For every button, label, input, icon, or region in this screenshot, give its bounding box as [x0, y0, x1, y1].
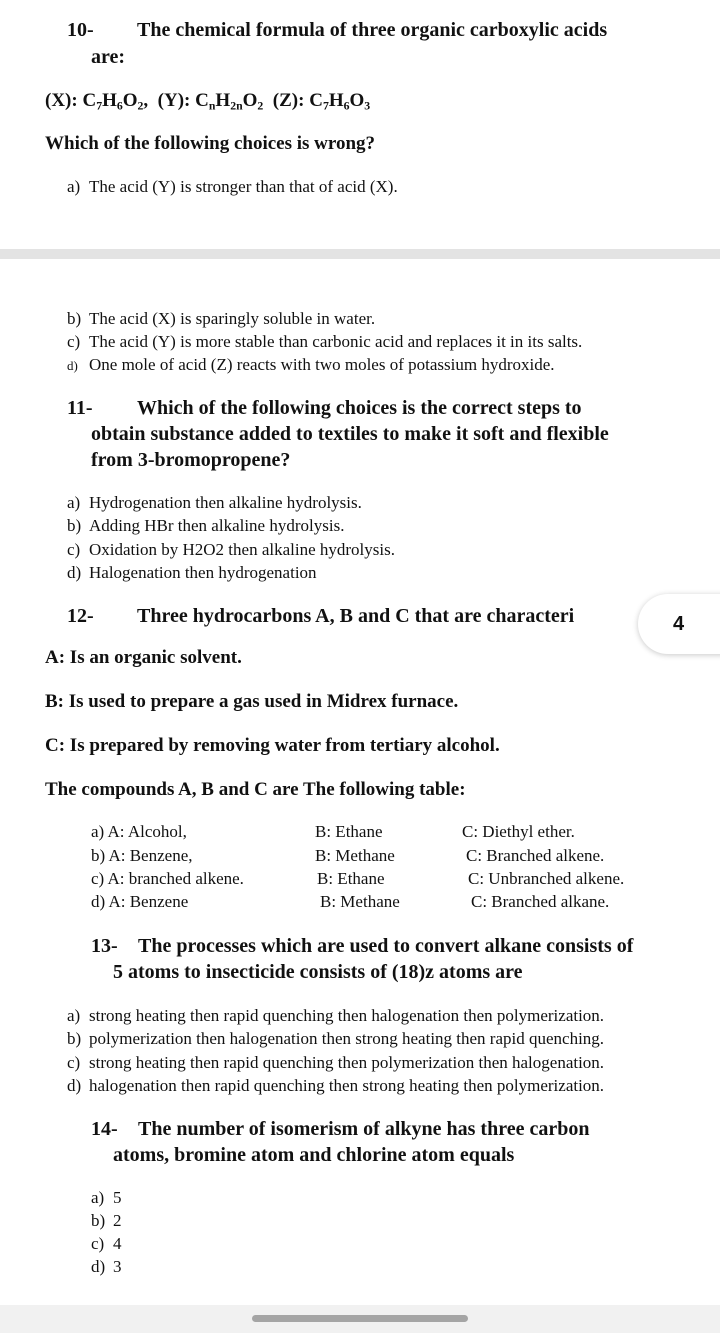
q14-option-c[interactable]: c) 4: [91, 1234, 122, 1253]
q13-number: 13-: [91, 935, 118, 957]
q14-option-d[interactable]: d) 3: [91, 1257, 122, 1276]
q11-option-c[interactable]: c) Oxidation by H2O2 then alkaline hydrolysis.: [67, 540, 395, 559]
q12-b-line: B: Is used to prepare a gas used in Midrex furnace.: [45, 691, 459, 712]
q14-option-b[interactable]: b) 2: [91, 1211, 122, 1230]
page-divider: [0, 249, 720, 259]
q12-c-line: C: Is prepared by removing water from tertiary alcohol.: [45, 735, 500, 756]
q12-option-b-col2: B: Methane: [315, 846, 395, 865]
q12-a-line: A: Is an organic solvent.: [45, 647, 242, 668]
q12-option-c-col2: B: Ethane: [317, 869, 385, 888]
home-indicator[interactable]: [252, 1315, 468, 1322]
q11-line2: obtain substance added to textiles to make it soft and flexible: [91, 423, 609, 445]
q10-heading: [67, 17, 607, 43]
q12-option-d-col3: C: Branched alkane.: [471, 892, 610, 911]
q12-option-a-col1[interactable]: a) A: Alcohol,: [91, 822, 187, 841]
q13-option-c[interactable]: c) strong heating then rapid quenching then polymerization then halogenation.: [67, 1053, 605, 1072]
q10-option-a[interactable]: a) The acid (Y) is stronger than that of acid (X).: [67, 177, 398, 196]
q14-line2: atoms, bromine atom and chlorine atom equals: [113, 1144, 515, 1166]
q12-option-b-col1[interactable]: b) A: Benzene,: [91, 846, 193, 865]
q13-line2: 5 atoms to insecticide consists of (18)z atoms are: [113, 961, 523, 983]
q13-option-a[interactable]: a) strong heating then rapid quenching then halogenation then polymerization.: [67, 1006, 605, 1025]
q10-option-c[interactable]: c) The acid (Y) is more stable than carbonic acid and replaces it in its salts.: [67, 332, 583, 351]
q10-number: 10-: [67, 19, 94, 41]
q11-line3: from 3-bromopropene?: [91, 449, 291, 471]
q13-option-b[interactable]: b) polymerization then halogenation then strong heating then rapid quenching.: [67, 1029, 605, 1048]
q11-number: 11-: [67, 397, 93, 419]
q10-text-line2: are:: [91, 46, 126, 68]
q10-text-line1: The chemical formula of three organic carboxylic acids: [137, 19, 608, 41]
q10-prompt: Which of the following choices is wrong?: [45, 133, 376, 154]
q12-option-b-col3: C: Branched alkene.: [466, 846, 605, 865]
q11-option-b[interactable]: b) Adding HBr then alkaline hydrolysis.: [67, 516, 345, 535]
q11-option-d[interactable]: d) Halogenation then hydrogenation: [67, 563, 317, 582]
q12-table-intro: The compounds A, B and C are The following table:: [45, 779, 466, 800]
q13-heading: 13- The processes which are used to convert alkane consists of: [91, 935, 634, 957]
q11-option-a[interactable]: a) Hydrogenation then alkaline hydrolysis.: [67, 493, 362, 512]
q12-option-a-col3: C: Diethyl ether.: [462, 822, 575, 841]
q12-heading: 12- Three hydrocarbons A, B and C that are characteri: [67, 605, 575, 627]
q12-option-c-col3: C: Unbranched alkene.: [468, 869, 625, 888]
q10-formulas: (X): $C_7H_6O_2$, (Y): $C_nH_{2n}O_2$ (Z): $C_7H_6O_3$: [45, 90, 371, 113]
q12-option-c-col1[interactable]: c) A: branched alkene.: [91, 869, 244, 888]
q10-option-d[interactable]: d) One mole of acid (Z) reacts with two moles of potassium hydroxide.: [67, 355, 555, 374]
page-number-tab[interactable]: 4: [638, 594, 720, 654]
q10-option-b[interactable]: b) The acid (X) is sparingly soluble in water.: [67, 309, 376, 328]
q12-option-a-col2: B: Ethane: [315, 822, 383, 841]
q12-number: 12-: [67, 605, 94, 627]
q11-heading: 11- Which of the following choices is the correct steps to: [67, 397, 582, 419]
q14-option-a[interactable]: a) 5: [91, 1188, 122, 1207]
q14-number: 14-: [91, 1118, 118, 1140]
q12-option-d-col1[interactable]: d) A: Benzene: [91, 892, 189, 911]
q12-option-d-col2: B: Methane: [320, 892, 400, 911]
q14-heading: 14- The number of isomerism of alkyne has three carbon: [91, 1118, 590, 1140]
q13-option-d[interactable]: d) halogenation then rapid quenching then strong heating then polymerization.: [67, 1076, 605, 1095]
